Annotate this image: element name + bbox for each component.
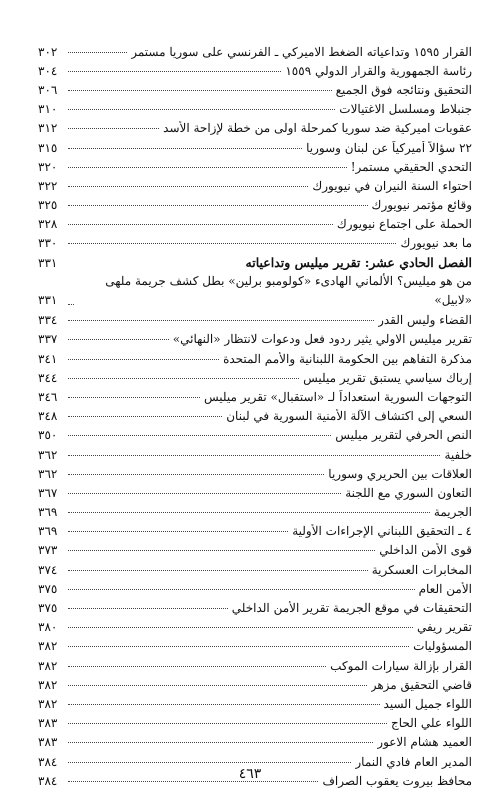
toc-entry-title: مذكرة التفاهم بين الحكومة اللبنانية والأمم المتحدة — [223, 351, 472, 366]
toc-entry — [38, 368, 472, 387]
toc-entry-title: رئاسة الجمهورية والقرار الدولي ١٥٥٩ — [285, 63, 472, 78]
toc-entry-title: وقائع مؤتمر نيويورك — [371, 198, 472, 213]
toc-entry — [38, 503, 472, 522]
toc-entry-page-number: ٣٣٧ — [38, 332, 58, 347]
dot-leader — [68, 89, 332, 91]
toc-entry-title: السعي إلى اكتشاف الآلة الأمنية السورية في لبنان — [226, 409, 472, 424]
toc-entry — [38, 464, 472, 483]
chapter-heading-entry — [38, 253, 472, 272]
toc-entry-page-number: ٣٦٢ — [38, 447, 58, 462]
toc-entry-title: العميد هشام الاعور — [377, 735, 472, 750]
toc-entry — [38, 387, 472, 406]
toc-entry-page-number: ٣٤٦ — [38, 389, 58, 404]
dot-leader — [68, 223, 333, 225]
dot-leader — [68, 665, 326, 667]
toc-entry-page-number: ٣٢٠ — [38, 159, 58, 174]
dot-leader — [68, 185, 308, 187]
toc-entry — [38, 80, 472, 99]
toc-entry-page-number: ٣٦٧ — [38, 485, 58, 500]
toc-entry-page-number: ٣٨٣ — [38, 735, 58, 750]
toc-entry-title: التحدي الحقيقي مستمر! — [350, 159, 472, 174]
dot-leader — [68, 569, 368, 571]
dot-leader — [68, 530, 288, 532]
toc-entry — [38, 349, 472, 368]
toc-entry-page-number: ٣١٠ — [38, 102, 58, 117]
toc-entry — [38, 330, 472, 349]
dot-leader — [68, 319, 374, 321]
toc-entry-title: التعاون السوري مع اللجنة — [345, 485, 472, 500]
toc-entry — [38, 272, 472, 310]
toc-entry-title: تقرير ميليس الاولي يثير ردود فعل ودعوات لانتظار «النهائي» — [172, 332, 472, 347]
toc-entry-title: احتواء السنة النيران في نيويورك — [312, 178, 472, 193]
toc-entry — [38, 426, 472, 445]
dot-leader — [68, 51, 127, 53]
toc-entry-title: القضاء وليس القدر — [378, 313, 472, 328]
toc-entry-title: التوجهات السورية استعداداً لـ «استقبال» تقرير ميليس — [203, 389, 472, 404]
toc-entry — [38, 714, 472, 733]
toc-entry-title: ما بعد نيويورك — [400, 236, 472, 251]
toc-entry-page-number: ٣٧٤ — [38, 562, 58, 577]
toc-entry-title: الحملة على اجتماع نيويورك — [336, 217, 472, 232]
toc-entry-title: من هو ميليس؟ الألماني الهادىء «كولومبو برلين» بطل كشف جريمة ملهى «لابيل» — [105, 274, 472, 308]
toc-entry — [38, 637, 472, 656]
toc-entry-page-number: ٣٣١ — [38, 293, 58, 308]
dot-leader — [68, 358, 219, 360]
toc-entry-title: المسؤوليات — [413, 639, 472, 654]
dot-leader — [68, 377, 299, 379]
toc-entry-page-number: ٣٨٤ — [38, 754, 58, 769]
toc-entry-page-number: ٣٠٢ — [38, 44, 58, 59]
toc-entry-page-number: ٣٨٠ — [38, 620, 58, 635]
toc-entry-title: العلاقات بين الحريري وسوريا — [328, 466, 472, 481]
toc-entry — [38, 138, 472, 157]
toc-entry — [38, 733, 472, 752]
dot-leader — [68, 434, 331, 436]
toc-entry-title: محافظ بيروت يعقوب الصراف — [322, 773, 472, 788]
toc-entry-title: اللواء علي الحاج — [390, 716, 472, 731]
toc-entry-page-number: ٣١٥ — [38, 140, 58, 155]
toc-entry — [38, 407, 472, 426]
page-number: ٤٦٣ — [238, 766, 262, 782]
toc-entry-page-number: ٣٢٨ — [38, 217, 58, 232]
toc-entry-title: الفصل الحادي عشر: تقرير ميليس وتداعياته — [245, 255, 472, 271]
dot-leader — [68, 761, 351, 763]
dot-leader — [68, 588, 415, 590]
toc-entry-title: الجريمة — [433, 505, 472, 520]
toc-entry — [38, 61, 472, 80]
toc-entry-page-number: ٣٣١ — [38, 255, 58, 270]
toc-entry-page-number: ٣٦٢ — [38, 466, 58, 481]
dot-leader — [68, 396, 200, 398]
toc-entry — [38, 656, 472, 675]
toc-entry-page-number: ٣١٢ — [38, 121, 58, 136]
toc-entry-title: النص الحرفي لتقرير ميليس — [335, 428, 472, 443]
toc-entry-page-number: ٣٢٢ — [38, 178, 58, 193]
dot-leader — [68, 607, 228, 609]
toc-entry-title: اللواء جميل السيد — [383, 696, 472, 711]
toc-entry — [38, 176, 472, 195]
toc-entry — [38, 541, 472, 560]
toc-entry — [38, 560, 472, 579]
toc-entry — [38, 119, 472, 138]
toc-entry — [38, 215, 472, 234]
toc-entry — [38, 618, 472, 637]
toc-entry — [38, 42, 472, 61]
dot-leader — [68, 741, 373, 743]
toc-entry-page-number: ٣٥٠ — [38, 428, 58, 443]
toc-entry — [38, 522, 472, 541]
dot-leader — [68, 473, 324, 475]
toc-entry-page-number: ٣٧٥ — [38, 601, 58, 616]
toc-entry-title: الأمن العام — [418, 581, 472, 596]
dot-leader — [68, 166, 347, 168]
toc-entry — [38, 196, 472, 215]
dot-leader — [68, 415, 222, 417]
toc-entry-title: القرار بإزالة سيارات الموكب — [330, 658, 472, 673]
dot-leader — [68, 549, 375, 551]
toc-entry-page-number: ٣٠٤ — [38, 63, 58, 78]
toc-entry-page-number: ٣٧٣ — [38, 543, 58, 558]
toc-entry-title: التحقيقات في موقع الجريمة تقرير الأمن الداخلي — [231, 601, 472, 616]
toc-entry-title: عقوبات اميركية ضد سوريا كمرحلة اولى من خطة لإزاحة الأسد — [163, 121, 472, 136]
toc-entry-title: التحقيق ونتائجه فوق الجميع — [335, 82, 472, 97]
toc-entry-title: تقرير ريفي — [416, 620, 472, 635]
toc-entry-title: جنبلاط ومسلسل الاغتيالات — [339, 102, 472, 117]
toc-entry-page-number: ٣٤١ — [38, 351, 58, 366]
dot-leader — [68, 626, 413, 628]
toc-entry-title: خلفية — [444, 447, 472, 462]
toc-entry-title: قاضي التحقيق مزهر — [370, 677, 472, 692]
toc-entry-page-number: ٣٣٠ — [38, 236, 58, 251]
toc-entry-page-number: ٣٣٤ — [38, 313, 58, 328]
toc-entry — [38, 445, 472, 464]
toc-entry — [38, 579, 472, 598]
dot-leader — [68, 127, 159, 129]
toc-entry-page-number: ٣٠٦ — [38, 82, 58, 97]
toc-entry — [38, 598, 472, 617]
toc-entry-title: القرار ١٥٩٥ وتداعياته الضغط الاميركي ـ الفرنسي على سوريا مستمر — [131, 44, 472, 59]
toc-entry — [38, 234, 472, 253]
dot-leader — [68, 147, 302, 149]
dot-leader — [68, 492, 341, 494]
toc-entry — [38, 675, 472, 694]
dot-leader — [68, 242, 396, 244]
table-of-contents — [38, 42, 472, 790]
toc-entry-page-number: ٣٨٣ — [38, 716, 58, 731]
toc-entry-title: قوى الأمن الداخلي — [379, 543, 472, 558]
toc-entry-page-number: ٣٨٢ — [38, 696, 58, 711]
dot-leader — [68, 684, 367, 686]
toc-entry — [38, 100, 472, 119]
dot-leader — [68, 338, 169, 340]
toc-entry-page-number: ٣٢٥ — [38, 198, 58, 213]
dot-leader — [68, 70, 281, 72]
toc-entry-page-number: ٣٤٨ — [38, 409, 58, 424]
dot-leader — [68, 511, 430, 513]
dot-leader — [68, 262, 242, 263]
toc-entry-page-number: ٣٧٥ — [38, 581, 58, 596]
dot-leader — [68, 303, 74, 305]
toc-entry-page-number: ٣٨٢ — [38, 677, 58, 692]
toc-entry — [38, 483, 472, 502]
toc-entry-page-number: ٣٤٤ — [38, 370, 58, 385]
toc-entry-title: ٢٢ سؤالاً أميركياً عن لبنان وسوريا — [306, 140, 472, 155]
toc-entry-title: المخابرات العسكرية — [371, 562, 472, 577]
toc-entry-page-number: ٣٨٤ — [38, 773, 58, 788]
dot-leader — [68, 703, 380, 705]
toc-entry-title: المدير العام فادي النمار — [355, 754, 472, 769]
toc-entry-title: ٤ ـ التحقيق اللبناني الإجراءات الأولية — [292, 524, 472, 539]
toc-entry-page-number: ٣٨٢ — [38, 658, 58, 673]
toc-entry-page-number: ٣٦٩ — [38, 505, 58, 520]
toc-entry — [38, 311, 472, 330]
toc-entry — [38, 694, 472, 713]
dot-leader — [68, 722, 387, 724]
dot-leader — [68, 645, 409, 647]
toc-entry-page-number: ٣٨٢ — [38, 639, 58, 654]
dot-leader — [68, 204, 368, 206]
toc-entry-title: إرباك سياسي يستبق تقرير ميليس — [303, 370, 472, 385]
dot-leader — [68, 454, 440, 456]
dot-leader — [68, 108, 335, 110]
toc-entry-page-number: ٣٦٩ — [38, 524, 58, 539]
toc-entry — [38, 157, 472, 176]
